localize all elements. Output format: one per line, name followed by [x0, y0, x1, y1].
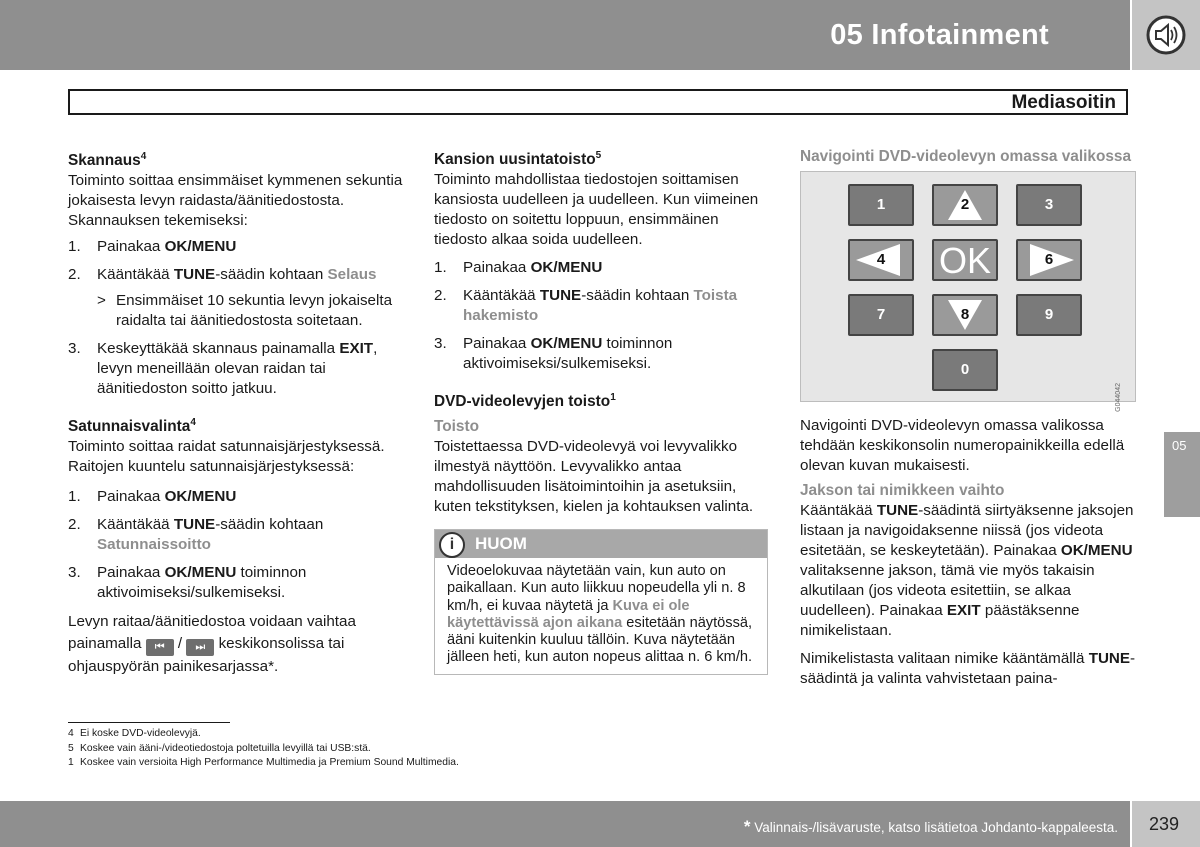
section-title-box	[68, 89, 1128, 115]
heading-jakson-vaihto: Jakson tai nimikkeen vaihto	[800, 482, 1005, 499]
heading-dvd-toisto: DVD-videolevyjen toisto$^1$	[434, 392, 616, 411]
header-bar	[0, 0, 1130, 70]
heading-satunnaisvalinta: Satunnaisvalinta$^4$	[68, 417, 196, 436]
note-text: Videoelokuvaa näytetään vain, kun auto on paikallaan. Kun auto liikkuu nopeudella yli n. 8 km/h, ei kuvaa näytetä ja Kuva ei ole käytettävissä ajon aikana esitetään näytössä, ääni kuitenkin kuuluu tällöin. Kuva näytetään jälleen heti, kun auton nopeus alittaa n. 6 km/h.	[447, 563, 753, 666]
chapter-side-tab	[1164, 432, 1200, 517]
footnote: 4 Ei koske DVD-videolevyjä.	[68, 728, 201, 739]
column-2	[434, 146, 768, 675]
key-0: 0	[932, 349, 998, 391]
sub-result: > Ensimmäiset 10 sekuntia levyn jokaiselta raidalta tai äänitiedostosta soitetaan.	[97, 292, 393, 330]
key-7: 7	[848, 294, 914, 336]
list-item: 1. Painakaa OK/MENU	[68, 488, 237, 506]
note-box	[434, 529, 768, 675]
note-header	[435, 530, 767, 558]
skannaus-steps-cont	[68, 339, 408, 399]
list-item: 1. Painakaa OK/MENU	[68, 238, 237, 256]
key-2: 2	[932, 184, 998, 226]
skannaus-steps	[68, 237, 408, 285]
track-change-text: Levyn raitaa/äänitiedostoa voidaan vaihtaa painamalla ⏮ / ⏭ keskikonsolissa tai ohjauspyörän painikesarjassa*.	[68, 613, 356, 676]
satunnais-intro: Toiminto soittaa raidat satunnaisjärjestyksessä. Raitojen kuuntelu satunnaisjärjestyksessä:	[68, 438, 385, 476]
section-title: Mediasoitin	[1011, 92, 1116, 113]
skannaus-intro: Toiminto soittaa ensimmäiset kymmenen sekuntia jokaisesta levyn raidasta/äänitiedostosta. Skannauksen tekemiseksi:	[68, 172, 403, 230]
footer-bar	[0, 801, 1130, 847]
jakson-vaihto-text: Kääntäkää TUNE-säädintä siirtyäksenne jaksojen listaan ja navigoidaksenne niissä (jos videota esitetään, se keskeytetään). Painakaa OK/MENU valitaksenne jakson, tämä vie myös takaisin alkutilaan (jos videota esitettiin, se alkaa uudelleen). Painakaa EXIT päästäksenne nimikelistaan.	[800, 502, 1134, 639]
keypad-illustration	[800, 171, 1136, 412]
key-8: 8	[932, 294, 998, 336]
footer-text: * Valinnais-/lisävaruste, katso lisätietoa Johdanto-kappaleesta.	[743, 817, 1118, 836]
previous-track-icon: ⏮	[146, 639, 174, 656]
note-label: HUOM	[475, 534, 527, 554]
column-1	[68, 147, 408, 678]
chapter-title: 05 Infotainment	[830, 19, 1049, 51]
key-1: 1	[848, 184, 914, 226]
list-item: 2. Kääntäkää TUNE-säädin kohtaan Satunnaissoitto	[68, 516, 324, 554]
heading-skannaus: Skannaus$^4$	[68, 151, 147, 170]
kansio-intro: Toiminto mahdollistaa tiedostojen soittamisen kansiosta uudelleen ja uudelleen. Kun viimeinen tiedosto on soitettu loppuun, ensimmäinen tiedosto alkaa soida uudelleen.	[434, 171, 759, 249]
heading-navigointi: Navigointi DVD-videolevyn omassa valikossa	[800, 148, 1132, 165]
list-item: 2. Kääntäkää TUNE-säädin kohtaan Selaus	[68, 266, 377, 284]
footnote: 1 Koskee vain versioita High Performance Multimedia ja Premium Sound Multimedia.	[68, 757, 459, 768]
key-6: 6	[1016, 239, 1082, 281]
figure-code: G044042	[1115, 383, 1122, 412]
heading-kansion-uusintatoisto: Kansion uusintatoisto$^5$	[434, 150, 602, 169]
list-item: 3. Painakaa OK/MENU toiminnon aktivoimiseksi/sulkemiseksi.	[434, 335, 673, 373]
footnote: 5 Koskee vain ääni-/videotiedostoja poltetuilla levyillä tai USB:stä.	[68, 742, 371, 754]
key-ok: OK	[932, 239, 998, 281]
header-icon-box	[1132, 0, 1200, 70]
satunnais-steps	[68, 487, 408, 603]
nimikelista-text: Nimikelistasta valitaan nimike kääntämällä TUNE-säädintä ja valinta vahvistetaan paina-	[800, 650, 1136, 687]
navigointi-text: Navigointi DVD-videolevyn omassa valikossa tehdään keskikonsolin numeropainikkeilla edellä olevan kuvan mukaisesti.	[800, 417, 1125, 474]
next-track-icon: ⏭	[186, 639, 214, 656]
key-4: 4	[848, 239, 914, 281]
subheading-toisto: Toisto	[434, 418, 480, 436]
list-item: 1. Painakaa OK/MENU	[434, 259, 603, 277]
list-item: 2. Kääntäkää TUNE-säädin kohtaan Toista hakemisto	[434, 287, 738, 325]
info-icon: i	[439, 532, 465, 558]
key-3: 3	[1016, 184, 1082, 226]
list-item: 3. Keskeyttäkää skannaus painamalla EXIT, levyn meneillään olevan raidan tai äänitiedoston soitto jatkuu.	[68, 340, 378, 398]
footnote-rule	[68, 722, 230, 723]
list-item: 3. Painakaa OK/MENU toiminnon aktivoimiseksi/sulkemiseksi.	[68, 564, 307, 602]
column-3	[800, 146, 1136, 689]
dvd-intro: Toistettaessa DVD-videolevyä voi levyvalikko ilmestyä näyttöön. Levyvalikko antaa mahdollisuuden lisätoimintoihin ja asetuksiin, kuten tekstityksen, kielen ja kohtauksen valinta.	[434, 438, 754, 516]
side-tab-label: 05	[1172, 438, 1187, 453]
page-number-box	[1132, 801, 1200, 847]
page-number: 239	[1149, 814, 1180, 834]
key-9: 9	[1016, 294, 1082, 336]
speaker-icon	[1145, 14, 1187, 56]
footnotes	[68, 727, 459, 771]
kansio-steps	[434, 258, 768, 374]
